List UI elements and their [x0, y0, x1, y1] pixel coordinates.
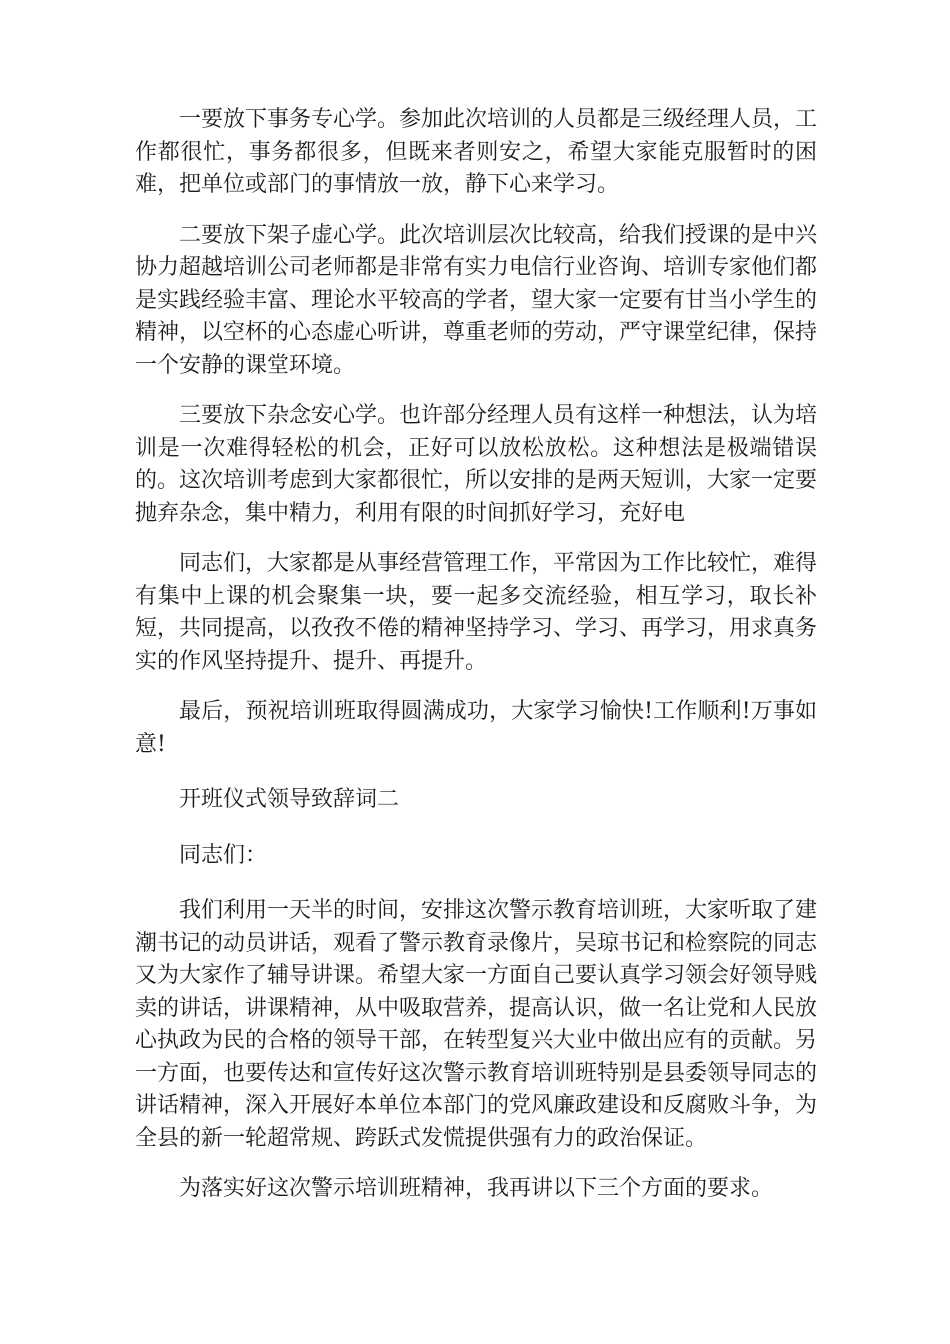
section-heading: 开班仪式领导致辞词二	[179, 787, 400, 812]
salutation: 同志们：	[179, 842, 268, 868]
paragraph: 同志们，大家都是从事经营管理工作，平常因为工作比较忙，难得有集中上课的机会聚集一块，要一起多交流经验，相互学习，取长补短，共同提高，以孜孜不倦的精神坚持学习、学习、再学习，用求真务实的作风坚持提升、提升、再提升。	[135, 551, 818, 674]
paragraph: 三要放下杂念安心学。也许部分经理人员有这样一种想法，认为培训是一次难得轻松的机会，正好可以放松放松。这种想法是极端错误的。这次培训考虑到大家都很忙，所以安排的是两天短训，大家一定要抛弃杂念，集中精力，利用有限的时间抓好学习，充好电	[135, 403, 818, 526]
paragraph: 最后，预祝培训班取得圆满成功，大家学习愉快!工作顺利!万事如意!	[135, 699, 817, 757]
paragraph: 我们利用一天半的时间，安排这次警示教育培训班，大家听取了建潮书记的动员讲话，观看了警示教育录像片，吴琼书记和检察院的同志又为大家作了辅导讲课。希望大家一方面自己要认真学习领会好领导贱卖的讲话，讲课精神，从中吸取营养，提高认识，做一名让党和人民放心执政为民的合格的领导干部，在转型复兴大业中做出应有的贡献。另一方面，也要传达和宣传好这次警示教育培训班特别是县委领导同志的讲话精神，深入开展好本单位本部门的党风廉政建设和反腐败斗争，为全县的新一轮超常规、跨跃式发慌提供强有力的政治保证。	[135, 898, 818, 1151]
paragraph: 一要放下事务专心学。参加此次培训的人员都是三级经理人员，工作都很忙，事务都很多，但既来者则安之，希望大家能克服暂时的困难，把单位或部门的事情放一放，静下心来学习。	[135, 107, 818, 197]
paragraph: 二要放下架子虚心学。此次培训层次比较高，给我们授课的是中兴协力超越培训公司老师都是非常有实力电信行业咨询、培训专家他们都是实践经验丰富、理论水平较高的学者，望大家一定要有甘当小学生的精神，以空杯的心态虚心听讲，尊重老师的劳动，严守课堂纪律，保持一个安静的课堂环境。	[135, 222, 818, 378]
paragraph: 为落实好这次警示培训班精神，我再讲以下三个方面的要求。	[179, 1176, 774, 1201]
document-body	[135, 104, 817, 1224]
